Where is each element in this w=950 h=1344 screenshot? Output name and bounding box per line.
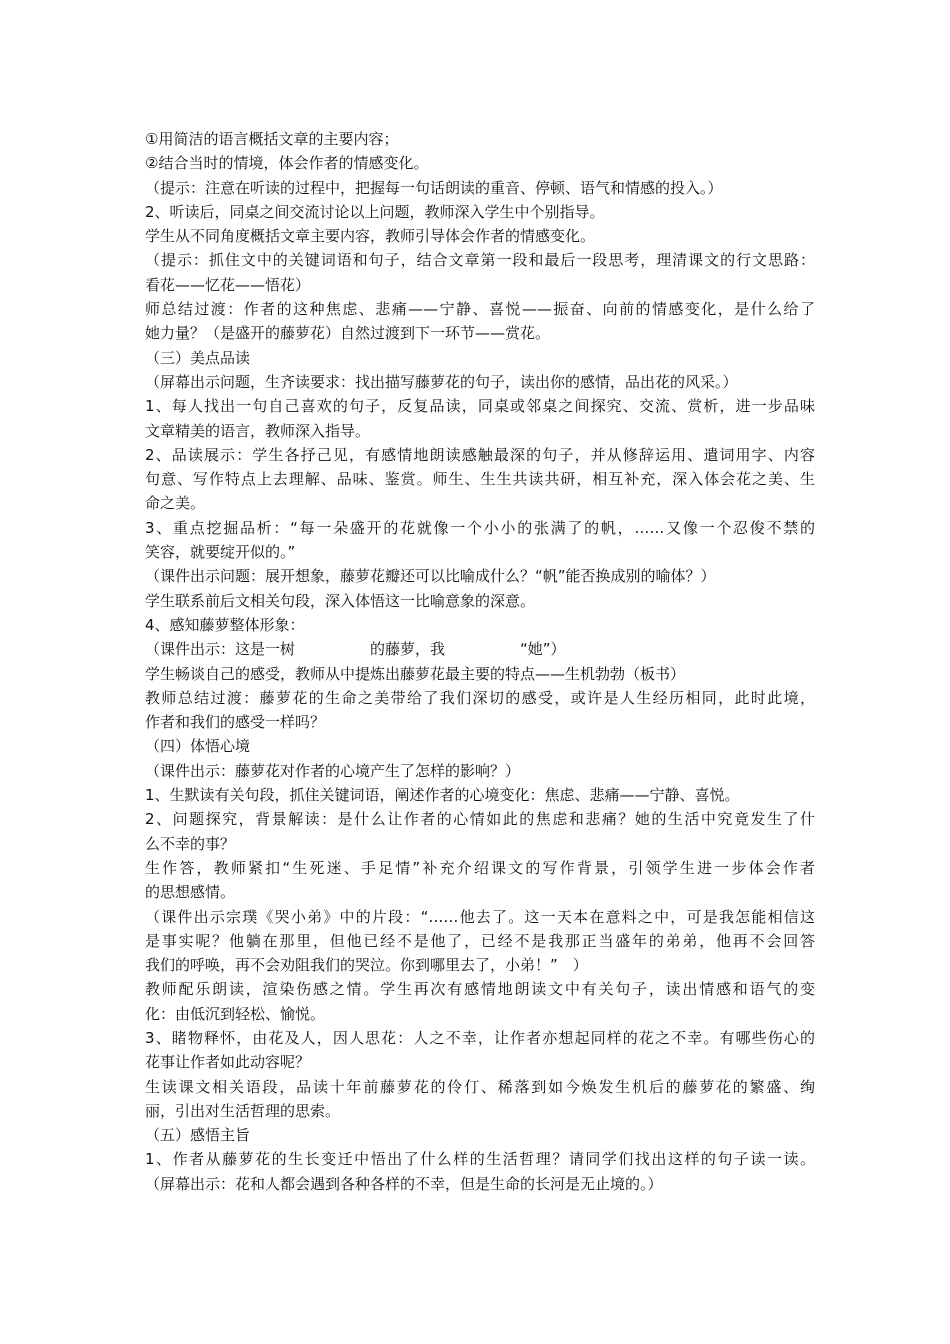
text-line: （屏幕出示问题，生齐读要求：找出描写藤萝花的句子，读出你的感情，品出花的风采。） [145,372,738,391]
text-line: 学生从不同角度概括文章主要内容，教师引导体会作者的情感变化。 [145,227,596,246]
text-line: 她力量？（是盛开的藤萝花）自然过渡到下一环节——赏花。 [145,324,551,343]
text-line: ②结合当时的情境，体会作者的情感变化。 [145,154,429,173]
text-line: （提示：注意在听读的过程中，把握每一句话朗读的重音、停顿、语气和情感的投入。） [145,178,723,197]
text-line: 笑容，就要绽开似的。” [145,543,296,562]
text-line: 丽，引出对生活哲理的思索。 [145,1101,341,1120]
text-line: 花事让作者如此动容呢？ [145,1053,311,1072]
text-line: 么不幸的事？ [145,834,236,853]
text-line: 2、品读展示：学生各抒己见，有感情地朗读感触最深的句子，并从修辞运用、遣词用字、内容 [145,445,815,464]
text-line: 生作答，教师紧扣“生死迷、手足情”补充介绍课文的写作背景，引领学生进一步体会作者 [145,858,815,877]
text-line: 1、作者从藤萝花的生长变迁中悟出了什么样的生活哲理？请同学们找出这样的句子读一读。 [145,1150,815,1169]
text-line: 学生畅谈自己的感受，教师从中提炼出藤萝花最主要的特点——生机勃勃（板书） [145,664,686,683]
text-line: （提示：抓住文中的关键词语和句子，结合文章第一段和最后一段思考，理清课文的行文思路： [145,251,815,270]
text-line: （三）美点品读 [145,348,251,367]
text-line: 句意、写作特点上去理解、品味、鉴赏。师生、生生共读共研，相互补充，深入体会花之美、生 [145,470,815,489]
text-line: 是事实呢？他躺在那里，但他已经不是他了，已经不是我那正当盛年的弟弟，他再不会回答 [145,931,815,950]
text-line: 生读课文相关语段，品读十年前藤萝花的伶仃、稀落到如今焕发生机后的藤萝花的繁盛、绚 [145,1077,815,1096]
text-line: 1、生默读有关句段，抓住关键词语，阐述作者的心境变化：焦虑、悲痛——宁静、喜悦。 [145,786,740,805]
text-line: 文章精美的语言，教师深入指导。 [145,421,371,440]
text-line: 3、睹物释怀，由花及人，因人思花：人之不幸，让作者亦想起同样的花之不幸。有哪些伤心的 [145,1028,815,1047]
text-line: 教师总结过渡：藤萝花的生命之美带给了我们深切的感受，或许是人生经历相同，此时此境， [145,688,815,707]
text-line: 作者和我们的感受一样吗？ [145,713,326,732]
text-line: （五）感悟主旨 [145,1126,251,1145]
text-line: （课件出示问题：展开想象，藤萝花瓣还可以比喻成什么？“帆”能否换成别的喻体？） [145,567,716,586]
text-line: （屏幕出示：花和人都会遇到各种各样的不幸，但是生命的长河是无止境的。） [145,1174,663,1193]
text-line: 化：由低沉到轻松、愉悦。 [145,1004,326,1023]
text-line: 4、感知藤萝整体形象： [145,615,305,634]
text-line: 3、重点挖掘品析：“每一朵盛开的花就像一个小小的张满了的帆，……又像一个忍俊不禁的 [145,518,815,537]
text-line: 我们的呼唤，再不会劝阻我们的哭泣。你到哪里去了，小弟！” ） [145,956,588,975]
text-line: 教师配乐朗读，渲染伤感之情。学生再次有感情地朗读文中有关句子，读出情感和语气的变 [145,980,815,999]
text-line: 2、问题探究，背景解读：是什么让作者的心情如此的焦虑和悲痛？她的生活中究竟发生了什 [145,810,815,829]
text-line: （课件出示宗璞《哭小弟》中的片段：“……他去了。这一天本在意料之中，可是我怎能相信这 [145,907,815,926]
text-line: 1、每人找出一句自己喜欢的句子，反复品读，同桌或邻桌之间探究、交流、赏析，进一步品味 [145,397,815,416]
text-line: （四）体悟心境 [145,737,251,756]
text-line: 看花——忆花——悟花） [145,275,311,294]
text-line: 学生联系前后文相关句段，深入体悟这一比喻意象的深意。 [145,591,536,610]
text-line: （课件出示：这是一树 的藤萝，我 “她”） [145,640,566,659]
document-body [145,127,815,1196]
text-line: 的思想感情。 [145,883,236,902]
text-line: 命之美。 [145,494,206,513]
text-line: ①用简洁的语言概括文章的主要内容； [145,130,399,148]
text-line: 2、听读后，同桌之间交流讨论以上问题，教师深入学生中个别指导。 [145,202,605,221]
text-line: （课件出示：藤萝花对作者的心境产生了怎样的影响？） [145,761,521,780]
text-line: 师总结过渡：作者的这种焦虑、悲痛——宁静、喜悦——振奋、向前的情感变化，是什么给了 [145,300,815,319]
